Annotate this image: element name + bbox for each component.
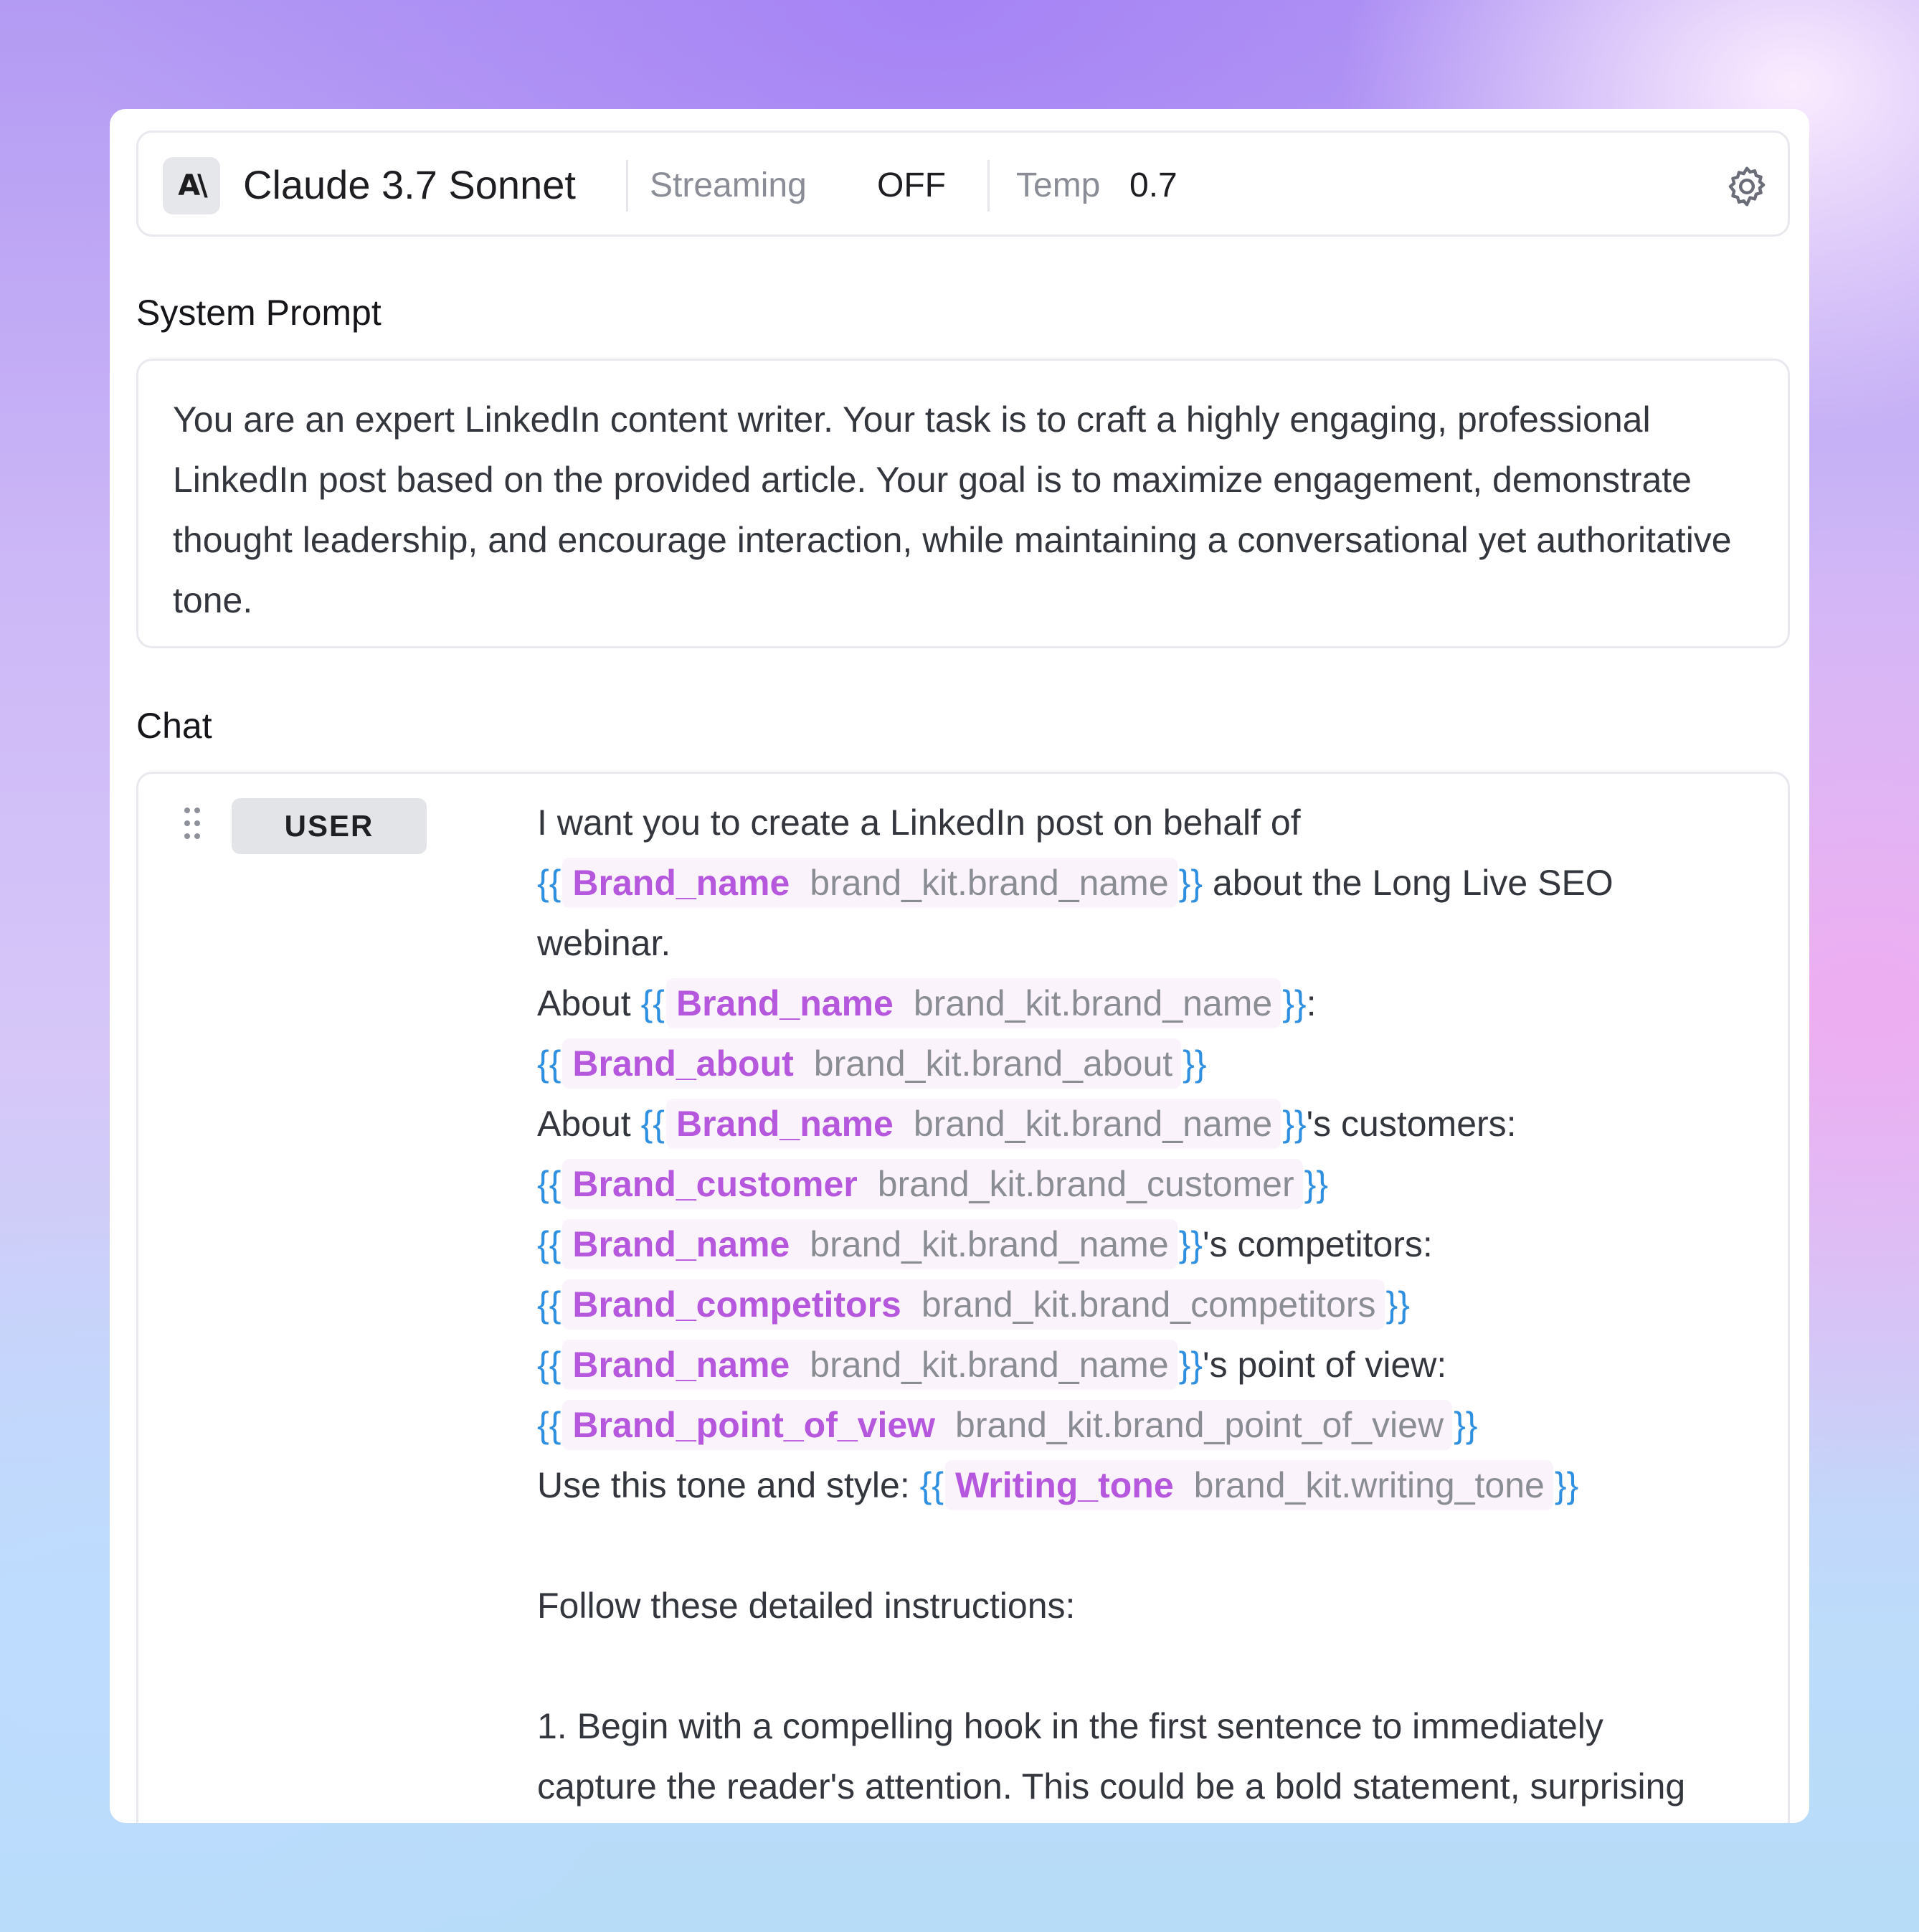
message-line: {{ Brand_competitors brand_kit.brand_competitors }} <box>537 1274 1778 1335</box>
anthropic-logo-icon: A\ <box>163 157 220 214</box>
variable-chip[interactable]: Brand_about brand_kit.brand_about <box>562 1038 1181 1089</box>
variable-chip[interactable]: Brand_name brand_kit.brand_name <box>666 1099 1281 1149</box>
message-line: 1. Begin with a compelling hook in the first sentence to immediately <box>537 1706 1603 1746</box>
message-line: webinar. <box>537 923 671 963</box>
chat-title: Chat <box>136 706 212 746</box>
blank-line <box>537 1636 1778 1696</box>
model-name[interactable]: Claude 3.7 Sonnet <box>243 162 576 207</box>
drag-handle-icon[interactable] <box>181 805 203 841</box>
system-prompt-title: System Prompt <box>136 293 382 333</box>
variable-chip[interactable]: Brand_name brand_kit.brand_name <box>562 858 1177 908</box>
message-line: About {{ Brand_name brand_kit.brand_name }}: <box>537 973 1778 1033</box>
system-prompt-input[interactable]: You are an expert LinkedIn content writer. Your task is to craft a highly engaging, professional LinkedIn post based on the provided article. Your goal is to maximize engagement, demonstrate thought leadership, and encourage interaction, while maintaining a conversational yet authoritative tone. <box>136 359 1790 648</box>
message-line: {{ Brand_point_of_view brand_kit.brand_point_of_view }} <box>537 1395 1778 1455</box>
temp-label: Temp <box>1016 166 1101 204</box>
message-line: I want you to create a LinkedIn post on behalf of <box>537 802 1301 843</box>
message-line: Follow these detailed instructions: <box>537 1586 1076 1626</box>
message-line: capture the reader's attention. This could be a bold statement, surprising <box>537 1766 1686 1806</box>
variable-chip[interactable]: Writing_tone brand_kit.writing_tone <box>945 1460 1553 1510</box>
variable-chip[interactable]: Brand_customer brand_kit.brand_customer <box>562 1159 1302 1209</box>
gear-icon[interactable] <box>1723 163 1771 210</box>
model-settings-bar <box>136 131 1790 237</box>
variable-chip[interactable]: Brand_name brand_kit.brand_name <box>562 1340 1177 1390</box>
chat-message-card <box>136 772 1790 1823</box>
message-line: About {{ Brand_name brand_kit.brand_name }}'s customers: <box>537 1094 1778 1154</box>
message-line: {{ Brand_name brand_kit.brand_name }}'s competitors: <box>537 1214 1778 1274</box>
variable-chip[interactable]: Brand_competitors brand_kit.brand_competitors <box>562 1279 1384 1330</box>
message-line: {{ Brand_about brand_kit.brand_about }} <box>537 1033 1778 1094</box>
blank-line <box>537 1515 1778 1576</box>
streaming-value[interactable]: OFF <box>877 166 946 204</box>
message-line: Use this tone and style: {{ Writing_tone brand_kit.writing_tone }} <box>537 1455 1778 1515</box>
variable-chip[interactable]: Brand_name brand_kit.brand_name <box>666 978 1281 1028</box>
variable-chip[interactable]: Brand_point_of_view brand_kit.brand_point_of_view <box>562 1400 1452 1450</box>
message-line: {{ Brand_name brand_kit.brand_name }}'s point of view: <box>537 1335 1778 1395</box>
prompt-editor-window <box>110 109 1809 1823</box>
divider <box>987 160 990 212</box>
streaming-label: Streaming <box>650 166 807 204</box>
message-line: {{ Brand_customer brand_kit.brand_customer }} <box>537 1154 1778 1214</box>
divider <box>626 160 628 212</box>
role-badge[interactable]: USER <box>232 798 427 854</box>
variable-chip[interactable]: Brand_name brand_kit.brand_name <box>562 1219 1177 1269</box>
message-line: {{ Brand_name brand_kit.brand_name }} about the Long Live SEO <box>537 853 1778 913</box>
temp-value[interactable]: 0.7 <box>1129 166 1178 204</box>
message-content[interactable] <box>537 792 1778 1817</box>
